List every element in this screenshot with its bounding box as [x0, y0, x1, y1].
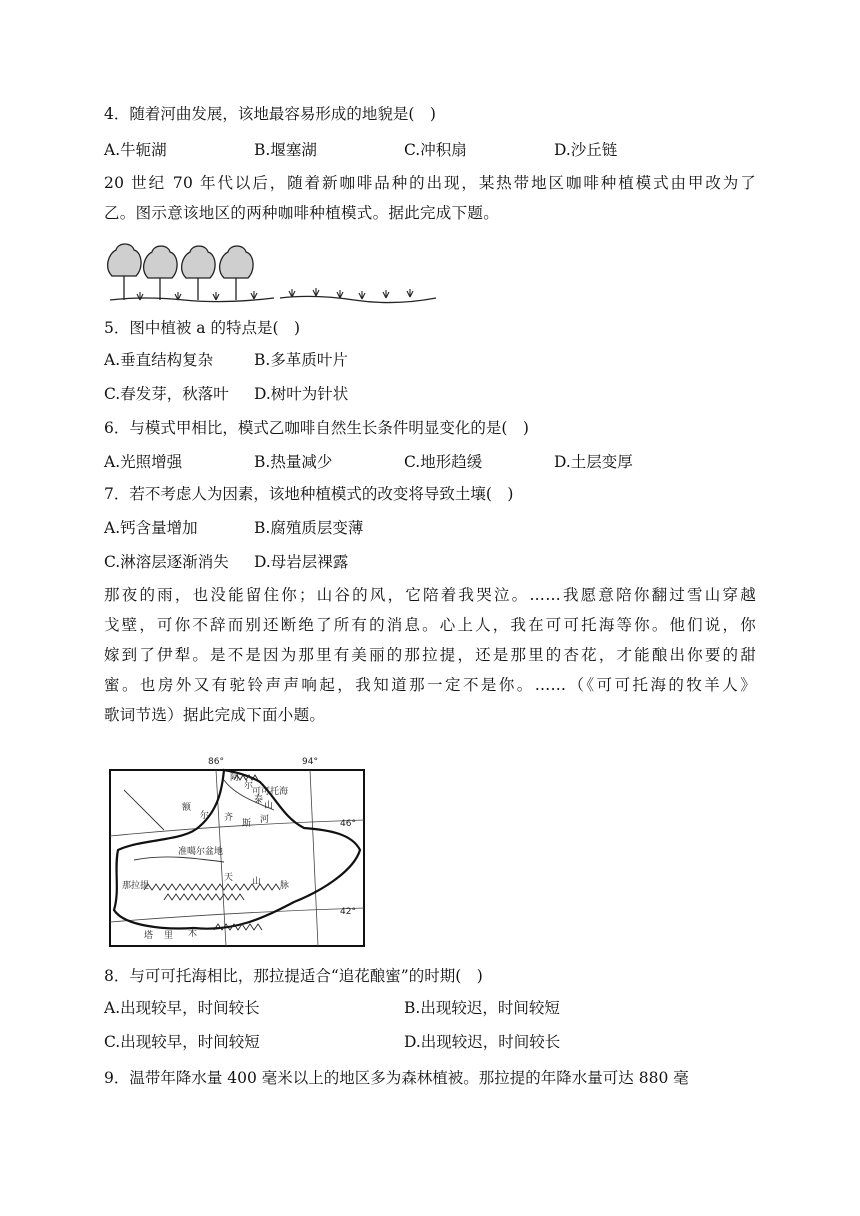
river-char: 河 — [260, 815, 270, 825]
lat-label-46: 46° — [340, 819, 356, 829]
q7-stem: 7．若不考虑人为因素，该地种植模式的改变将导致土壤( ) — [104, 485, 514, 503]
tarim-char: 塔 — [144, 931, 154, 941]
coffee-intro-line: 20 世纪 70 年代以后，随着新咖啡品种的出现，某热带地区咖啡种植模式由甲改为了 — [104, 174, 756, 192]
q9-stem: 9．温带年降水量 400 毫米以上的地区多为森林植被。那拉提的年降水量可达 880 毫 — [104, 1069, 689, 1087]
lyrics-line: 歌词节选）据此完成下面小题。 — [104, 706, 326, 724]
lon-label-86: 86° — [208, 757, 224, 767]
coffee-intro — [104, 168, 756, 228]
altai-char: 阿 — [230, 773, 240, 783]
q4-stem: 4．随着河曲发展，该地最容易形成的地貌是( ) — [104, 105, 436, 123]
lyrics-line: 蜜。也房外又有驼铃声声响起，我知道那一定不是你。……（《可可托海的牧羊人》 — [104, 676, 756, 694]
tarim-char: 木 — [188, 929, 198, 939]
keketuohai-label: 可可托海 — [252, 787, 289, 797]
lyrics-intro — [104, 580, 756, 730]
tree-crown — [108, 244, 141, 276]
tianshan-char: 脉 — [280, 881, 290, 891]
q6-option-b: B.热量减少 — [254, 453, 333, 471]
river-char: 齐 — [224, 813, 234, 823]
q7-option-d: D.母岩层裸露 — [254, 553, 349, 571]
q4-option-a: A.牛轭湖 — [104, 141, 167, 159]
q5-option-b: B.多革质叶片 — [254, 351, 348, 369]
coffee-planting-illustration — [104, 238, 444, 308]
q4-option-b: B.堰塞湖 — [254, 141, 317, 159]
tree-crown — [220, 246, 253, 278]
altai-char: 尔 — [244, 781, 254, 791]
q5-option-d: D.树叶为针状 — [254, 385, 349, 403]
lon-label-94: 94° — [302, 757, 318, 767]
tianshan-char: 天 — [224, 873, 234, 883]
coffee-intro-line: 乙。图示意该地区的两种咖啡种植模式。据此完成下题。 — [104, 204, 500, 222]
q7-option-c: C.淋溶层逐渐消失 — [104, 553, 229, 571]
q5-option-a: A.垂直结构复杂 — [104, 351, 214, 369]
tree-crown — [182, 246, 215, 278]
q5-stem: 5．图中植被 a 的特点是( ) — [104, 319, 301, 337]
xinjiang-map — [104, 750, 374, 950]
altai-char: 山 — [264, 801, 274, 811]
q7-option-b: B.腐殖质层变薄 — [254, 519, 364, 537]
coffee-shrubs — [137, 288, 413, 300]
q6-option-a: A.光照增强 — [104, 453, 183, 471]
q5-option-c: C.春发芽，秋落叶 — [104, 385, 229, 403]
q8-stem: 8．与可可托海相比，那拉提适合“追花酿蜜”的时期( ) — [104, 967, 483, 985]
q8-option-a: A.出现较早，时间较长 — [104, 999, 260, 1017]
lyrics-line: 嫁到了伊犁。是不是因为那里有美丽的那拉提，还是那里的杏花，才能酿出你要的甜 — [104, 646, 756, 664]
altai-char: 泰 — [254, 795, 264, 805]
lat-label-42: 42° — [340, 907, 356, 917]
q6-stem: 6．与模式甲相比，模式乙咖啡自然生长条件明显变化的是( ) — [104, 419, 529, 437]
q4-option-c: C.冲积扇 — [404, 141, 467, 159]
nalati-label: 那拉提 — [122, 881, 150, 891]
lyrics-line: 那夜的雨，也没能留住你；山谷的风，它陪着我哭泣。……我愿意陪你翻过雪山穿越 — [104, 586, 756, 604]
river-char: 额 — [182, 803, 192, 813]
lyrics-line: 戈壁，可你不辞而别还断绝了所有的消息。心上人，我在可可托海等你。他们说，你 — [104, 616, 756, 634]
q8-option-c: C.出现较早，时间较短 — [104, 1033, 260, 1051]
river-char: 斯 — [242, 819, 252, 829]
q6-option-d: D.土层变厚 — [554, 453, 633, 471]
tianshan-char: 山 — [252, 877, 262, 887]
tree-crown — [144, 246, 177, 278]
junggar-basin-label: 准噶尔盆地 — [178, 847, 224, 857]
q4-option-d: D.沙丘链 — [554, 141, 618, 159]
tarim-char: 里 — [164, 931, 174, 941]
q6-option-c: C.地形趋缓 — [404, 453, 483, 471]
river-char: 尔 — [200, 811, 210, 821]
q8-option-b: B.出现较迟，时间较短 — [404, 999, 560, 1017]
q7-option-a: A.钙含量增加 — [104, 519, 198, 537]
q8-option-d: D.出现较迟，时间较长 — [404, 1033, 561, 1051]
